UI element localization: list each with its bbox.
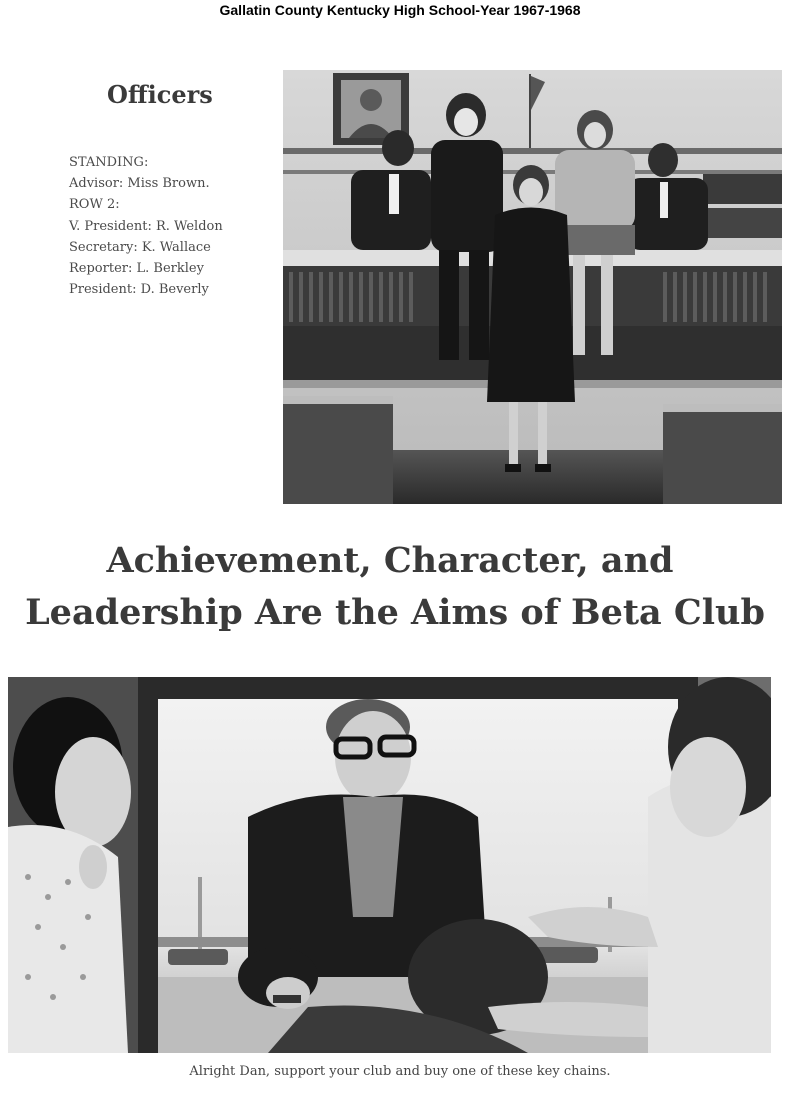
officers-photo	[283, 70, 782, 504]
officers-heading: Officers	[107, 80, 213, 109]
headline-line-2: Leadership Are the Aims of Beta Club	[25, 592, 765, 633]
officers-roster	[69, 152, 223, 300]
roster-line: Advisor: Miss Brown.	[69, 176, 210, 192]
roster-line: V. President: R. Weldon	[69, 218, 223, 234]
roster-line: Reporter: L. Berkley	[69, 261, 204, 277]
roster-line: STANDING:	[69, 155, 149, 170]
photo-caption: Alright Dan, support your club and buy one of these key chains.	[189, 1064, 611, 1079]
roster-line: President: D. Beverly	[69, 282, 209, 298]
roster-line: ROW 2:	[69, 197, 120, 213]
headline-line-1: Achievement, Character, and	[106, 540, 674, 581]
page-header-title: Gallatin County Kentucky High School-Year 1967-1968	[219, 2, 581, 18]
key-chain-photo	[8, 677, 771, 1053]
roster-line: Secretary: K. Wallace	[69, 239, 211, 255]
